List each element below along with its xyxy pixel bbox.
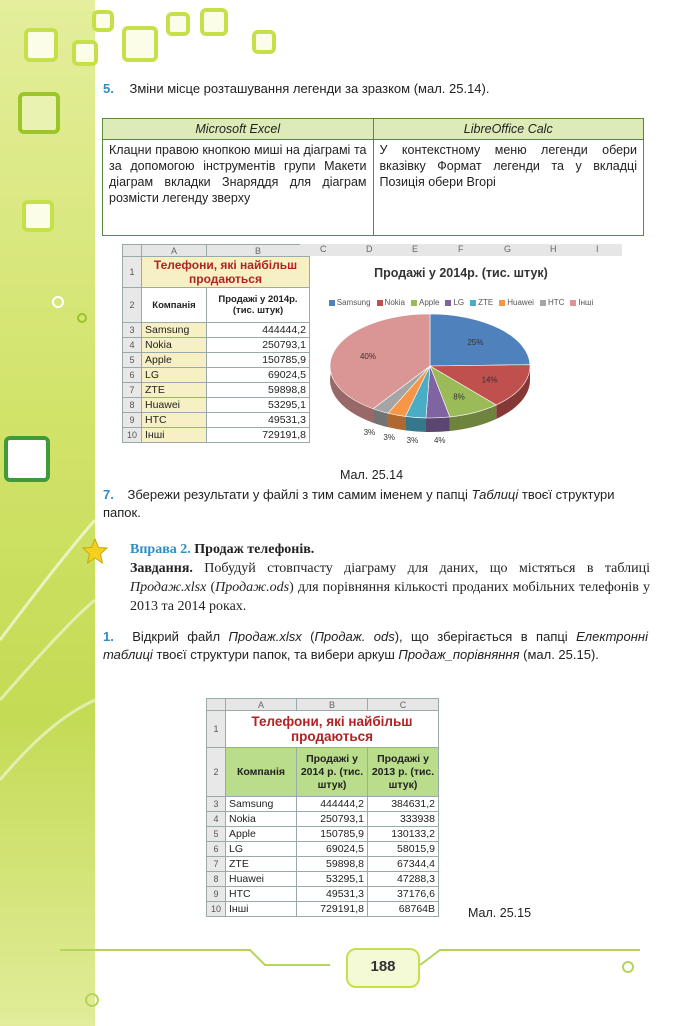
exercise-block	[130, 540, 650, 616]
task-file: Продаж.xlsx	[130, 580, 207, 595]
value-cell: 47288,3	[368, 872, 439, 887]
value-cell: 69024,5	[297, 842, 368, 857]
column-letter: C	[320, 244, 327, 254]
table-row	[123, 413, 310, 428]
task-label: Завдання.	[130, 561, 193, 576]
value-cell: 333938	[368, 812, 439, 827]
row-number: 5	[123, 353, 142, 368]
pie-data-label: 25%	[467, 337, 484, 347]
sheet-name: Продаж_порівняння	[398, 647, 520, 662]
column-letter: A	[226, 699, 297, 711]
value-cell: 384631,2	[368, 797, 439, 812]
spreadsheet-comparison	[206, 698, 439, 917]
column-letter: H	[550, 244, 557, 254]
row-number: 10	[123, 428, 142, 443]
exercise-title	[130, 540, 650, 559]
legend-label: Apple	[419, 298, 440, 307]
row-number: 9	[123, 413, 142, 428]
company-cell: Huawei	[142, 398, 207, 413]
row-number: 5	[207, 827, 226, 842]
row-number: 2	[207, 748, 226, 797]
row-number: 7	[123, 383, 142, 398]
row-number: 10	[207, 902, 226, 917]
step-text: Відкрий файл	[132, 629, 229, 644]
header-calc: LibreOffice Calc	[373, 119, 644, 140]
step-number: 5.	[103, 81, 114, 96]
page-number: 188	[370, 958, 396, 975]
step-text-end: твоєї структури папок.	[103, 487, 615, 520]
table-row	[207, 872, 439, 887]
page-number-badge	[346, 948, 420, 988]
value-cell: 250793,1	[297, 812, 368, 827]
spreadsheet-2014	[122, 244, 310, 443]
exercise-name: Продаж телефонів.	[190, 542, 315, 557]
column-company: Компанія	[142, 288, 207, 323]
value-cell: 444444,2	[297, 797, 368, 812]
table-row	[207, 857, 439, 872]
table-title: Телефони, які найбільш продаються	[142, 257, 310, 288]
folder-name: Таблиці	[471, 487, 519, 502]
company-cell: HTC	[142, 413, 207, 428]
value-cell: 150785,9	[207, 353, 310, 368]
table-row	[123, 353, 310, 368]
company-cell: LG	[226, 842, 297, 857]
exercise-number: Вправа 2.	[130, 542, 191, 557]
header-excel: Microsoft Excel	[103, 119, 374, 140]
column-letter: F	[458, 244, 464, 254]
legend-label: Huawei	[507, 298, 534, 307]
column-company: Компанія	[226, 748, 297, 797]
company-cell: Nokia	[142, 338, 207, 353]
table-row	[123, 428, 310, 443]
value-cell: 59898,8	[297, 857, 368, 872]
company-cell: ZTE	[142, 383, 207, 398]
step-text: (	[301, 629, 315, 644]
step-text: твоєї структури папок, та вибери аркуш	[152, 647, 399, 662]
column-sales: Продажі у 2014р. (тис. штук)	[207, 288, 310, 323]
calc-instructions: У контекстному меню легенди обери вказівку Формат легенди та у вкладці Позиція обери Вгорі	[373, 140, 644, 236]
chart-title: Продажі у 2014р. (тис. штук)	[374, 266, 548, 280]
value-cell: 729191,8	[297, 902, 368, 917]
company-cell: LG	[142, 368, 207, 383]
table-row	[207, 902, 439, 917]
pie-slice-side	[405, 416, 426, 432]
legend-label: Інші	[578, 298, 594, 307]
table-row	[123, 338, 310, 353]
legend-label: ZTE	[478, 298, 494, 307]
star-icon	[82, 538, 108, 564]
figure-25-14	[122, 244, 622, 454]
row-number: 9	[207, 887, 226, 902]
company-cell: Apple	[142, 353, 207, 368]
company-cell: Samsung	[142, 323, 207, 338]
column-letter: A	[142, 245, 207, 257]
step-text: Збережи результати у файлі з тим самим іменем у папці	[127, 487, 472, 502]
step-text: ), що зберігається в папці	[394, 629, 577, 644]
legend-label: Nokia	[384, 298, 405, 307]
table-row	[207, 887, 439, 902]
figure-caption-25-14: Мал. 25.14	[340, 468, 404, 482]
comparison-table	[102, 118, 644, 236]
value-cell: 59898,8	[207, 383, 310, 398]
step-number: 7.	[103, 487, 114, 502]
task-file: Продаж.ods	[215, 580, 290, 595]
figure-caption-25-15: Мал. 25.15	[468, 906, 532, 920]
row-number: 8	[207, 872, 226, 887]
row-number: 7	[207, 857, 226, 872]
table-row	[207, 812, 439, 827]
table-row	[207, 797, 439, 812]
value-cell: 444444,2	[207, 323, 310, 338]
row-number: 3	[123, 323, 142, 338]
value-cell: 53295,1	[207, 398, 310, 413]
task-text: ) для порівняння кількості проданих мобільних телефонів у 2013 та 2014 роках.	[130, 580, 651, 614]
row-number: 4	[207, 812, 226, 827]
value-cell: 130133,2	[368, 827, 439, 842]
value-cell: 729191,8	[207, 428, 310, 443]
pie-data-label: 3%	[363, 428, 376, 438]
value-cell: 58015,9	[368, 842, 439, 857]
step-text: Зміни місце розташування легенди за зразком (мал. 25.14).	[129, 81, 490, 96]
legend-label: LG	[453, 298, 465, 307]
company-cell: ZTE	[226, 857, 297, 872]
pie-data-label: 8%	[453, 392, 465, 402]
file-name: Продаж. ods	[314, 629, 395, 644]
value-cell: 69024,5	[207, 368, 310, 383]
table-title: Телефони, які найбільш продаються	[226, 711, 439, 748]
row-number: 8	[123, 398, 142, 413]
legend-label: Samsung	[336, 298, 371, 307]
table-row	[207, 842, 439, 857]
row-number: 6	[123, 368, 142, 383]
pie-data-label: 4%	[433, 436, 446, 446]
row-number: 1	[123, 257, 142, 288]
step-1	[103, 628, 648, 664]
column-letter: E	[412, 244, 419, 254]
company-cell: Samsung	[226, 797, 297, 812]
pie-slice-side	[426, 417, 450, 432]
step-7	[103, 486, 653, 522]
company-cell: HTC	[226, 887, 297, 902]
column-letter: B	[297, 699, 368, 711]
company-cell: Інші	[226, 902, 297, 917]
pie-data-label: 3%	[383, 432, 395, 442]
column-header-row	[123, 245, 310, 257]
step-text: (мал. 25.15).	[519, 647, 599, 662]
step-number: 1.	[103, 629, 114, 644]
pie-data-label: 40%	[359, 351, 376, 361]
value-cell: 49531,3	[297, 887, 368, 902]
file-name: Продаж.xlsx	[228, 629, 302, 644]
column-letter: G	[504, 244, 512, 254]
pie-data-label: 3%	[406, 435, 419, 445]
excel-instructions: Клацни правою кнопкою миші на діаграмі та за допомогою інструментів групи Макети діаграм вкладки Знаряддя для діаграм розмісти легенду зверху	[103, 140, 374, 236]
row-number: 3	[207, 797, 226, 812]
value-cell: 250793,1	[207, 338, 310, 353]
task-text: (	[206, 580, 216, 595]
table-row	[123, 383, 310, 398]
step-5	[103, 80, 663, 98]
value-cell: 49531,3	[207, 413, 310, 428]
company-cell: Інші	[142, 428, 207, 443]
table-row	[123, 398, 310, 413]
legend-label: HTC	[547, 298, 565, 307]
table-row	[123, 368, 310, 383]
company-cell: Apple	[226, 827, 297, 842]
column-letter: B	[207, 245, 310, 257]
column-letter: I	[596, 244, 599, 254]
column-2014: Продажі у 2014 р. (тис. штук)	[297, 748, 368, 797]
value-cell: 68764В	[368, 902, 439, 917]
row-number: 1	[207, 711, 226, 748]
value-cell: 67344,4	[368, 857, 439, 872]
value-cell: 37176,6	[368, 887, 439, 902]
column-2013: Продажі у 2013 р. (тис. штук)	[368, 748, 439, 797]
value-cell: 53295,1	[297, 872, 368, 887]
exercise-task	[130, 559, 650, 616]
pie-chart	[300, 304, 622, 454]
row-number: 2	[123, 288, 142, 323]
column-letter: C	[368, 699, 439, 711]
table-row	[207, 827, 439, 842]
pie-data-label: 14%	[481, 375, 498, 385]
folder-name: Електронні таблиці	[103, 629, 648, 662]
company-cell: Huawei	[226, 872, 297, 887]
row-number: 6	[207, 842, 226, 857]
company-cell: Nokia	[226, 812, 297, 827]
column-letter: D	[366, 244, 373, 254]
row-number: 4	[123, 338, 142, 353]
column-header-strip	[300, 244, 622, 256]
pie-chart-panel	[300, 244, 622, 454]
table-row	[123, 323, 310, 338]
task-text: Побудуй стовпчасту діаграму для даних, що містяться в таблиці	[192, 561, 650, 576]
value-cell: 150785,9	[297, 827, 368, 842]
